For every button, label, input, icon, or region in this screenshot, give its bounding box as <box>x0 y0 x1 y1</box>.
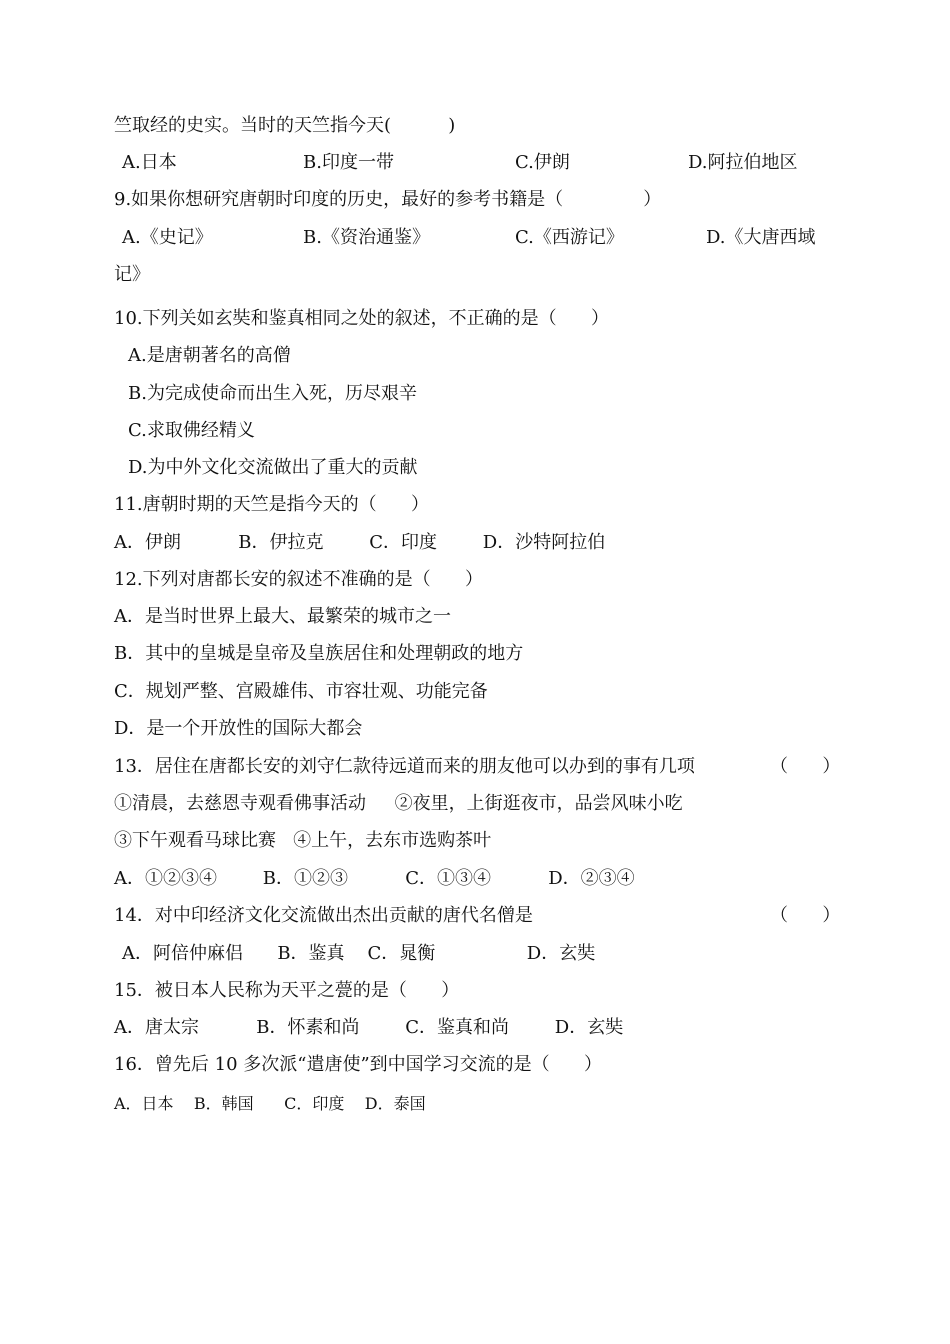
question-10-stem: 10.下列关如玄奘和鉴真相同之处的叙述，不正确的是（ ） <box>114 308 609 329</box>
question-8-option-c: C.伊朗 <box>515 152 570 173</box>
question-12-option-a: A．是当时世界上最大、最繁荣的城市之一 <box>114 606 451 627</box>
question-10-option-a: A.是唐朝著名的高僧 <box>128 345 291 366</box>
question-9-option-a: A.《史记》 <box>122 227 213 248</box>
question-15-options: A．唐太宗 B．怀素和尚 C．鉴真和尚 D．玄奘 <box>114 1017 624 1038</box>
question-13-statements-1: ①清晨，去慈恩寺观看佛事活动 ②夜里，上街逛夜市，品尝风味小吃 <box>114 793 683 814</box>
question-16-stem: 16．曾先后 10 多次派“遣唐使”到中国学习交流的是（ ） <box>114 1054 602 1075</box>
question-15-stem: 15．被日本人民称为天平之甍的是（ ） <box>114 980 460 1001</box>
question-9-option-d: D.《大唐西域 <box>706 227 816 248</box>
question-12-option-c: C．规划严整、宫殿雄伟、市容壮观、功能完备 <box>114 681 488 702</box>
question-12-stem: 12.下列对唐都长安的叙述不准确的是（ ） <box>114 569 483 590</box>
question-12-option-d: D．是一个开放性的国际大都会 <box>114 718 363 739</box>
question-10-option-d: D.为中外文化交流做出了重大的贡献 <box>128 457 418 478</box>
question-13-options: A．①②③④ B．①②③ C．①③④ D．②③④ <box>114 868 635 889</box>
question-12-option-b: B．其中的皇城是皇帝及皇族居住和处理朝政的地方 <box>114 643 524 664</box>
question-14-stem: 14．对中印经济文化交流做出杰出贡献的唐代名僧是 <box>114 905 533 926</box>
question-13-stem: 13．居住在唐都长安的刘守仁款待远道而来的朋友他可以办到的事有几项 <box>114 756 695 777</box>
question-8-option-d: D.阿拉伯地区 <box>688 152 798 173</box>
question-8-stem-tail: 竺取经的史实。当时的天竺指今天( ) <box>114 115 456 136</box>
question-13-statements-2: ③下午观看马球比赛 ④上午，去东市选购茶叶 <box>114 830 492 851</box>
question-9-option-b: B.《资治通鉴》 <box>303 227 430 248</box>
question-8-option-a: A.日本 <box>122 152 177 173</box>
question-10-option-b: B.为完成使命而出生入死，历尽艰辛 <box>128 383 417 404</box>
question-11-options: A．伊朗 B．伊拉克 C．印度 D．沙特阿拉伯 <box>114 532 606 553</box>
question-9-option-d-wrap: 记》 <box>114 264 150 285</box>
question-8-option-b: B.印度一带 <box>303 152 394 173</box>
question-9-stem: 9.如果你想研究唐朝时印度的历史，最好的参考书籍是（ ） <box>114 189 662 210</box>
question-16-options: A．日本 B．韩国 C．印度 D．泰国 <box>114 1094 426 1113</box>
question-11-stem: 11.唐朝时期的天竺是指今天的（ ） <box>114 494 429 515</box>
question-14-answer-blank: （ ） <box>770 905 841 926</box>
question-10-option-c: C.求取佛经精义 <box>128 420 255 441</box>
question-9-option-c: C.《西游记》 <box>515 227 624 248</box>
question-13-answer-blank: （ ） <box>770 756 841 777</box>
question-14-options: A．阿倍仲麻侣 B．鉴真 C．晁衡 D．玄奘 <box>122 943 596 964</box>
